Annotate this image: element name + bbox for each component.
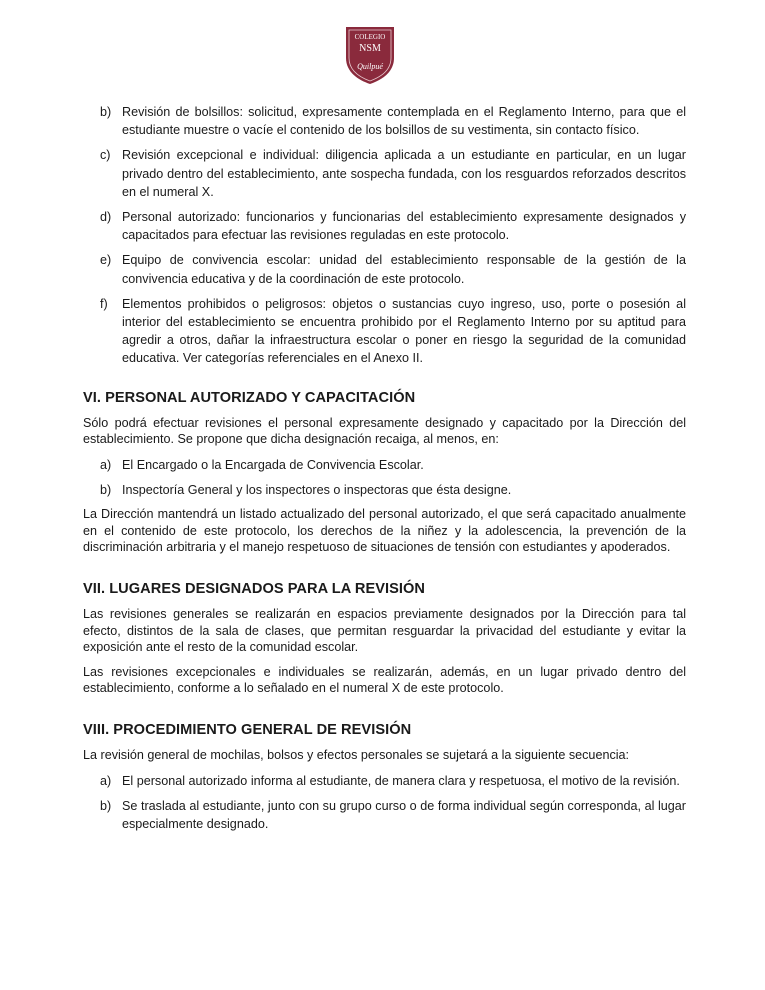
section-paragraph: Las revisiones generales se realizarán en espacios previamente designados por la Dirección para tal efecto, distintos de la sala de clases, que permitan resguardar la privacidad del estudiante y evitar la exposición ante el resto de la comunidad escolar.: [83, 607, 686, 655]
section-heading: VIII. PROCEDIMIENTO GENERAL DE REVISIÓN: [83, 721, 412, 738]
list-item: [83, 481, 686, 499]
list-item: [83, 772, 686, 790]
logo-line-1: COLEGIO: [354, 33, 386, 41]
section-intro: La revisión general de mochilas, bolsos y efectos personales se sujetará a la siguiente secuencia:: [83, 747, 630, 762]
list-item: [83, 103, 686, 139]
school-crest-logo: [342, 24, 398, 86]
list-item: [83, 146, 686, 201]
section-paragraph: Las revisiones excepcionales e individuales se realizarán, además, en un lugar privado dentro del establecimiento, conforme a lo señalado en el numeral X de este protocolo.: [83, 664, 686, 696]
crest-shield-icon: [342, 24, 398, 86]
designated-personnel-list: [83, 456, 686, 499]
list-item: [83, 797, 686, 833]
list-item-text: El personal autorizado informa al estudiante, de manera clara y respetuosa, el motivo de la revisión.: [122, 773, 680, 788]
list-item-text: Elementos prohibidos o peligrosos: objetos o sustancias cuyo ingreso, uso, porte o posesión al interior del establecimiento se encuentra prohibido por el Reglamento Interno por su aptitud para agredir a otros, dañar la infraestructura escolar o poner en riesgo la seguridad de la comunidad educativa. Ver categorías referenciales en el Anexo II.: [122, 296, 686, 366]
list-item-text: Se traslada al estudiante, junto con su grupo curso o de forma individual según corresponda, al lugar especialmente designado.: [122, 798, 686, 831]
document-body: [83, 103, 686, 840]
list-marker: b): [100, 105, 112, 119]
list-marker: b): [100, 483, 112, 498]
list-item: [83, 295, 686, 368]
list-marker: a): [100, 457, 112, 472]
list-item: [83, 456, 686, 474]
list-item-text: Equipo de convivencia escolar: unidad del establecimiento responsable de la gestión de la convivencia educativa y de la coordinación de este protocolo.: [122, 253, 686, 286]
list-item: [83, 208, 686, 244]
list-item: [83, 251, 686, 287]
list-marker: b): [100, 798, 112, 813]
list-marker: c): [100, 148, 111, 163]
list-marker: f): [100, 296, 108, 311]
list-marker: a): [100, 773, 112, 788]
list-item-text: El Encargado o la Encargada de Convivencia Escolar.: [122, 457, 424, 472]
section-intro: Sólo podrá efectuar revisiones el personal expresamente designado y capacitado por la Dirección del establecimiento. Se propone que dicha designación recaiga, al menos, en:: [83, 415, 686, 447]
logo-line-3: Quilpué: [357, 62, 383, 71]
procedure-steps-list: [83, 772, 686, 834]
list-marker: d): [100, 210, 112, 225]
list-marker: e): [100, 253, 112, 268]
logo-line-2: NSM: [359, 43, 381, 54]
list-item-text: Inspectoría General y los inspectores o inspectoras que ésta designe.: [122, 483, 512, 498]
list-item-text: Personal autorizado: funcionarios y funcionarias del establecimiento expresamente designados y capacitados para efectuar las revisiones reguladas en este protocolo.: [122, 210, 686, 243]
definitions-list: [83, 103, 686, 368]
list-item-text: Revisión de bolsillos: solicitud, expresamente contemplada en el Reglamento Interno, para que el estudiante muestre o vacíe el contenido de los bolsillos de su vestimenta, sin contacto físico.: [122, 105, 686, 138]
list-item-text: Revisión excepcional e individual: diligencia aplicada a un estudiante en particular, en un lugar privado dentro del establecimiento, ante sospecha fundada, con los resguardos reforzados descritos en el numeral X.: [122, 148, 686, 199]
section-paragraph: La Dirección mantendrá un listado actualizado del personal autorizado, el que será capacitado anualmente en el contenido de este protocolo, los derechos de la niñez y la adolescencia, la prevención de la discriminación arbitraria y el manejo respetuoso de situaciones de tensión con estudiantes y apoderados.: [83, 507, 686, 555]
section-heading: VII. LUGARES DESIGNADOS PARA LA REVISIÓN: [83, 581, 426, 598]
section-heading: VI. PERSONAL AUTORIZADO Y CAPACITACIÓN: [83, 389, 416, 406]
